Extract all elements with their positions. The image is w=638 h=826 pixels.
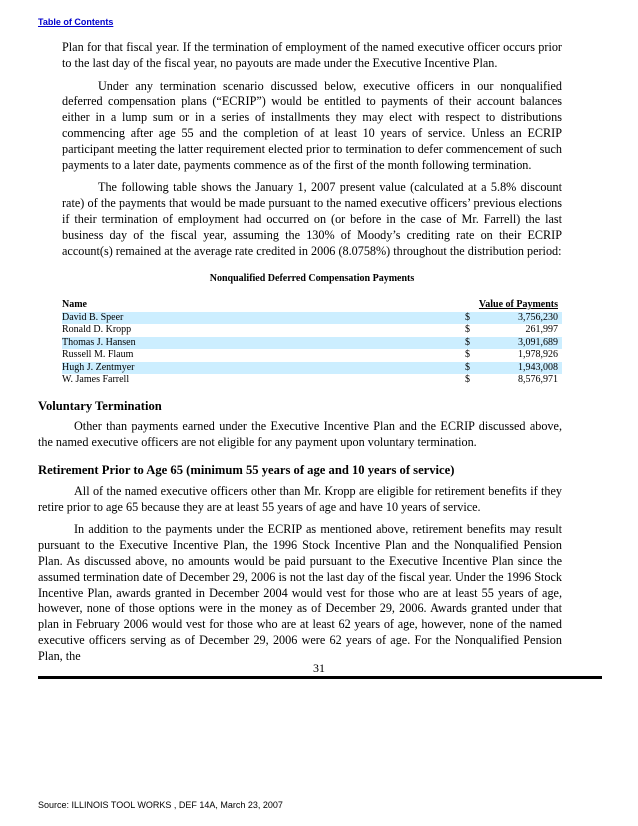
row-currency: $ bbox=[465, 349, 470, 361]
section-heading-retirement: Retirement Prior to Age 65 (minimum 55 years of age and 10 years of service) bbox=[38, 463, 455, 478]
row-value: 3,091,689 bbox=[480, 337, 562, 350]
page-divider bbox=[38, 676, 602, 679]
page-number: 31 bbox=[313, 661, 325, 675]
row-value: 261,997 bbox=[525, 324, 558, 336]
table-row bbox=[62, 349, 562, 362]
row-value: 3,756,230 bbox=[480, 312, 562, 325]
paragraph: Other than payments earned under the Executive Incentive Plan and the ECRIP discussed above, the named executive officers are not eligible for any payment upon voluntary termination. bbox=[38, 419, 562, 450]
table-row bbox=[62, 312, 562, 325]
row-value: 1,978,926 bbox=[518, 349, 558, 361]
row-currency: $ bbox=[465, 374, 470, 386]
row-name: Russell M. Flaum bbox=[62, 349, 134, 361]
paragraph: Plan for that fiscal year. If the termination of employment of the named executive officer occurs prior to the last day of the fiscal year, no payouts are made under the Executive Incentive Plan. bbox=[62, 40, 562, 70]
table-title: Nonqualified Deferred Compensation Payments bbox=[209, 273, 415, 285]
row-name: Thomas J. Hansen bbox=[62, 337, 450, 350]
table-row bbox=[62, 362, 562, 375]
row-value: 8,576,971 bbox=[518, 374, 558, 386]
table-row bbox=[62, 324, 562, 337]
row-value: 1,943,008 bbox=[480, 362, 562, 375]
row-currency: $ bbox=[450, 362, 480, 375]
table-of-contents-link[interactable]: Table of Contents bbox=[38, 17, 114, 27]
paragraph: Under any termination scenario discussed below, executive officers in our nonqualified deferred compensation plans (“ECRIP”) would be entitled to payments of their account balances either in a lump sum or in a series of installments they may elect with respect to distributions commencing after age 55 and the completion of at least 10 years of service. Unless an ECRIP participant meeting the latter requirement elected prior to termination to defer commencement of such payments to a later date, payments commence as of the first of the month following termination. bbox=[62, 78, 562, 172]
source-footer: Source: ILLINOIS TOOL WORKS , DEF 14A, March 23, 2007 bbox=[38, 800, 283, 810]
table-row bbox=[62, 374, 562, 387]
section-heading-voluntary: Voluntary Termination bbox=[38, 398, 162, 413]
row-name: David B. Speer bbox=[62, 312, 450, 325]
column-header-value: Value of Payments bbox=[478, 299, 558, 311]
page-content bbox=[38, 40, 562, 672]
row-currency: $ bbox=[450, 312, 480, 325]
row-name: Hugh J. Zentmyer bbox=[62, 362, 450, 375]
column-header-name: Name bbox=[62, 299, 87, 311]
row-name: Ronald D. Kropp bbox=[62, 324, 132, 336]
row-currency: $ bbox=[465, 324, 470, 336]
paragraph: All of the named executive officers other than Mr. Kropp are eligible for retirement benefits if they retire prior to age 65 because they are at least 55 years of age and have 10 years of service. bbox=[38, 483, 562, 514]
row-name: W. James Farrell bbox=[62, 374, 130, 386]
table-header-row bbox=[62, 299, 562, 312]
table-row bbox=[62, 337, 562, 350]
row-currency: $ bbox=[450, 337, 480, 350]
paragraph: In addition to the payments under the ECRIP as mentioned above, retirement benefits may result pursuant to the Executive Incentive Plan, the 1996 Stock Incentive Plan and the Nonqualified Pension Plan. As discussed above, no amounts would be paid pursuant to the Executive Incentive Plan since the assumed termination date of December 29, 2006 is not the last day of the fiscal year. Under the 1996 Stock Incentive Plan, awards granted in December 2004 would vest for those who are at least 55 years of age, however, none of those options were in the money as of December 29, 2006. Awards granted under that plan in February 2006 would vest for those who are at least 62 years of age, however, none of the named executive officers serving as of December 29, 2006 were 62 years of age. For the Nonqualified Pension Plan, the bbox=[38, 522, 562, 663]
paragraph: The following table shows the January 1, 2007 present value (calculated at a 5.8% discount rate) of the payments that would be made pursuant to the named executive officers’ previous elections if their termination of employment had occurred on (or before in the case of Mr. Farrell) the last business day of the fiscal year, assuming the 130% of Moody’s crediting rate on their ECRIP account(s) remained at the average rate credited in 2006 (8.0758%) throughout the distribution period: bbox=[62, 180, 562, 258]
payments-table bbox=[62, 299, 562, 387]
